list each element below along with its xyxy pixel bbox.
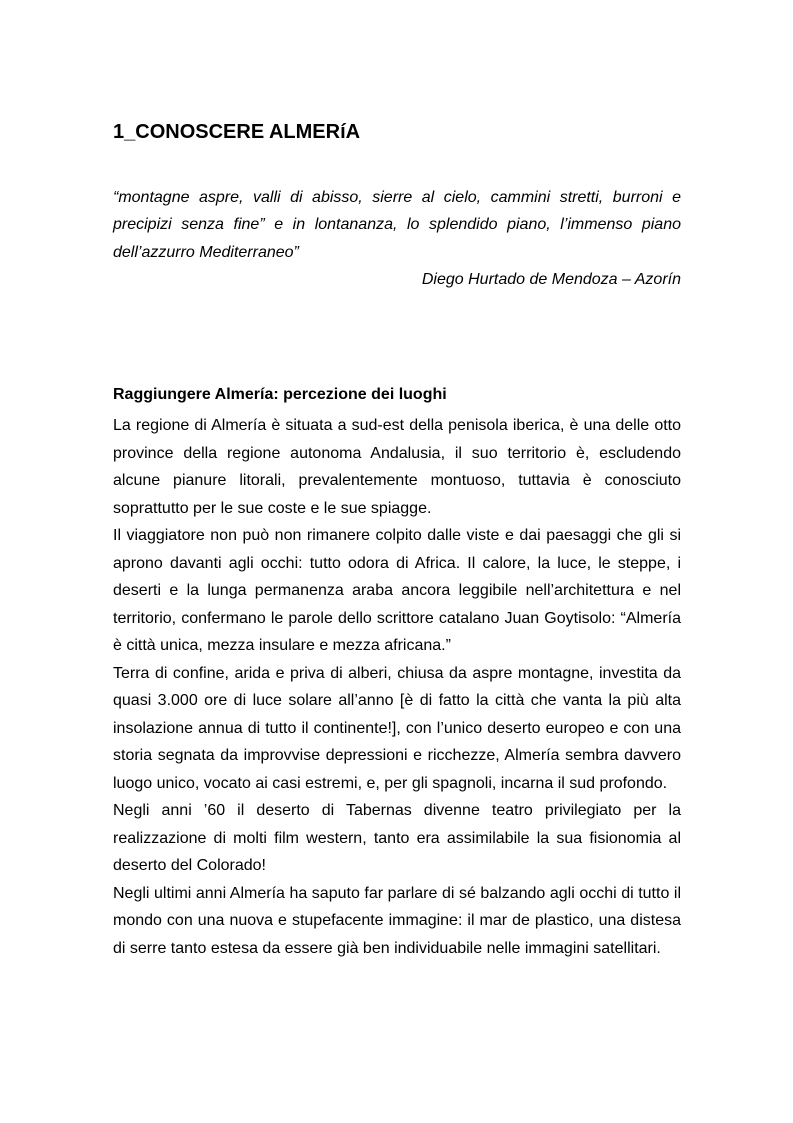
body-paragraph: La regione di Almería è situata a sud-est della penisola iberica, è una delle otto province della regione autonoma Andalusia, il suo territorio è, escludendo alcune pianure litorali, prevalentemente montuoso, tuttavia è conosciuto soprattutto per le sue coste e le sue spiagge. <box>113 417 681 517</box>
body-paragraph: Negli ultimi anni Almería ha saputo far parlare di sé balzando agli occhi di tutto il mondo con una nuova e stupefacente immagine: il mar de plastico, una distesa di serre tanto estesa da essere già ben individuabile nelle immagini satellitari. <box>113 884 681 957</box>
section-heading: Raggiungere Almería: percezione dei luoghi <box>113 386 447 403</box>
body-paragraph: Il viaggiatore non può non rimanere colpito dalle viste e dai paesaggi che gli si aprono davanti agli occhi: tutto odora di Africa. Il calore, la luce, le steppe, i deserti e la lunga permanenza araba ancora leggibile nell’architettura e nel territorio, confermano le parole dello scrittore catalano Juan Goytisolo: “Almería è città unica, mezza insulare e mezza africana.” <box>113 527 681 654</box>
epigraph-author: Diego Hurtado de Mendoza – Azorín <box>421 271 681 288</box>
epigraph-quote: “montagne aspre, valli di abisso, sierre al cielo, cammini stretti, burroni e precipizi senza fine” e in lontananza, lo splendido piano, l’immenso piano dell’azzurro Mediterraneo” <box>113 189 681 261</box>
section-body <box>113 412 681 962</box>
body-paragraph: Terra di confine, arida e priva di alberi, chiusa da aspre montagne, investita da quasi 3.000 ore di luce solare all’anno [è di fatto la città che vanta la più alta insolazione annua di tutto il continente!], con l’unico deserto europeo e con una storia segnata da improvvise depressioni e ricchezze, Almería sembra davvero luogo unico, vocato ai casi estremi, e, per gli spagnoli, incarna il sud profondo. <box>113 664 681 792</box>
chapter-title: 1_CONOSCERE ALMERíA <box>113 121 361 143</box>
body-paragraph: Negli anni ’60 il deserto di Tabernas divenne teatro privilegiato per la realizzazione di molti film western, tanto era assimilabile la sua fisionomia al deserto del Colorado! <box>113 802 681 874</box>
